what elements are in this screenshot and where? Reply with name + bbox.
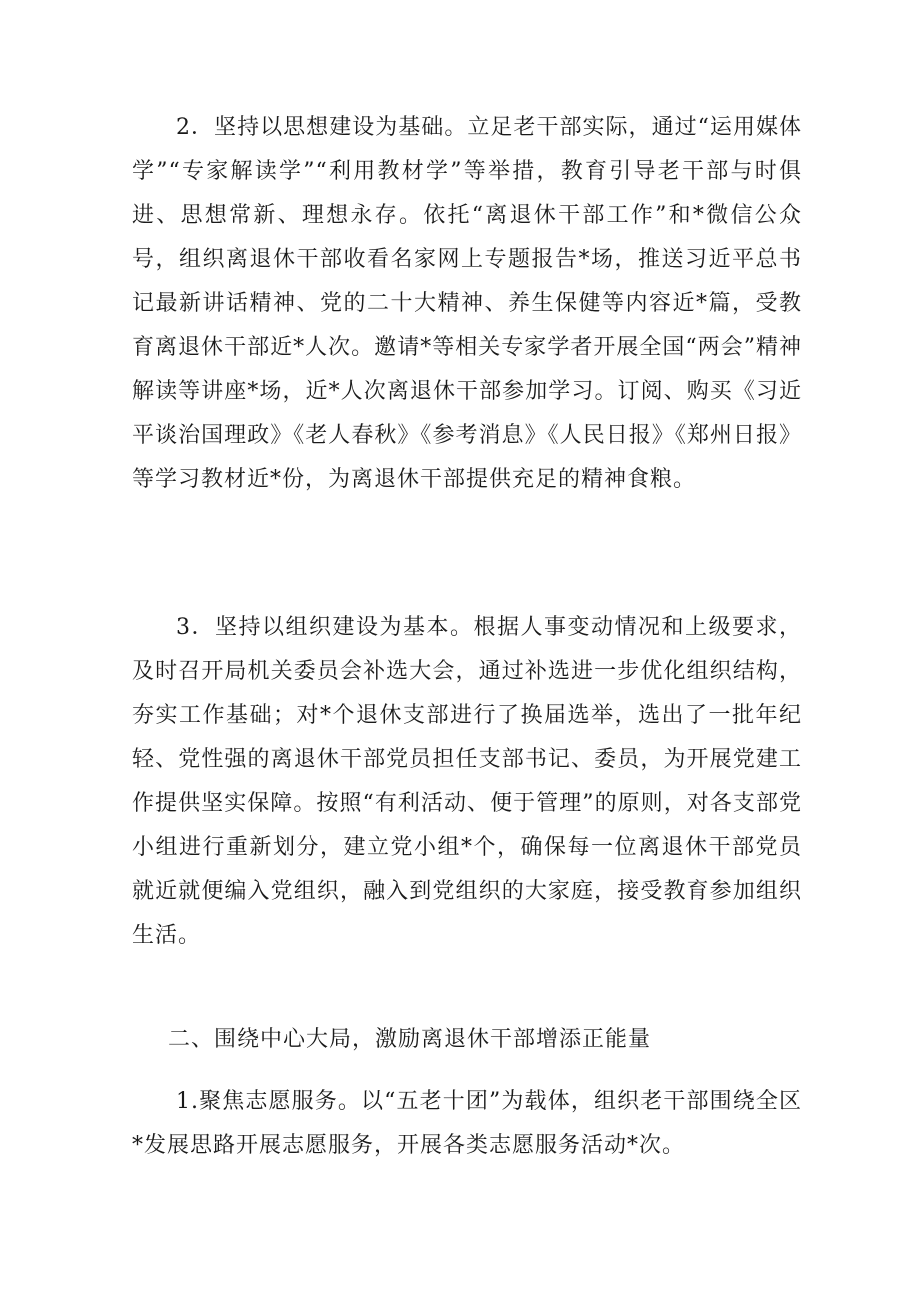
- paragraph-ideological-building: 2．坚持以思想建设为基础。立足老干部实际，通过“运用媒体学”“专家解读学”“利用教材学”等举措，教育引导老干部与时俱进、思想常新、理想永存。依托“离退休干部工作”和*微信公众号，组织离退休干部收看名家网上专题报告*场，推送习近平总书记最新讲话精神、党的二十大精神、养生保健等内容近*篇，受教育离退休干部近*人次。邀请*等相关专家学者开展全国“两会”精神解读等讲座*场，近*人次离退休干部参加学习。订阅、购买《习近平谈治国理政》《老人春秋》《参考消息》《人民日报》《郑州日报》等学习教材近*份，为离退休干部提供充足的精神食粮。: [132, 115, 802, 492]
- section-heading: 二、围绕中心大局，激励离退休干部增添正能量: [168, 1027, 652, 1052]
- paragraph-organizational-building: 3．坚持以组织建设为基本。根据人事变动情况和上级要求，及时召开局机关委员会补选大会，通过补选进一步优化组织结构，夯实工作基础；对*个退休支部进行了换届选举，选出了一批年纪轻、党性强的离退休干部党员担任支部书记、委员，为开展党建工作提供坚实保障。按照“有利活动、便于管理”的原则，对各支部党小组进行重新划分，建立党小组*个，确保每一位离退休干部党员就近就便编入党组织，融入到党组织的大家庭，接受教育参加组织生活。: [132, 615, 802, 948]
- paragraph-volunteer-service: 1.聚焦志愿服务。以“五老十团”为载体，组织老干部围绕全区*发展思路开展志愿服务，开展各类志愿服务活动*次。: [132, 1089, 802, 1158]
